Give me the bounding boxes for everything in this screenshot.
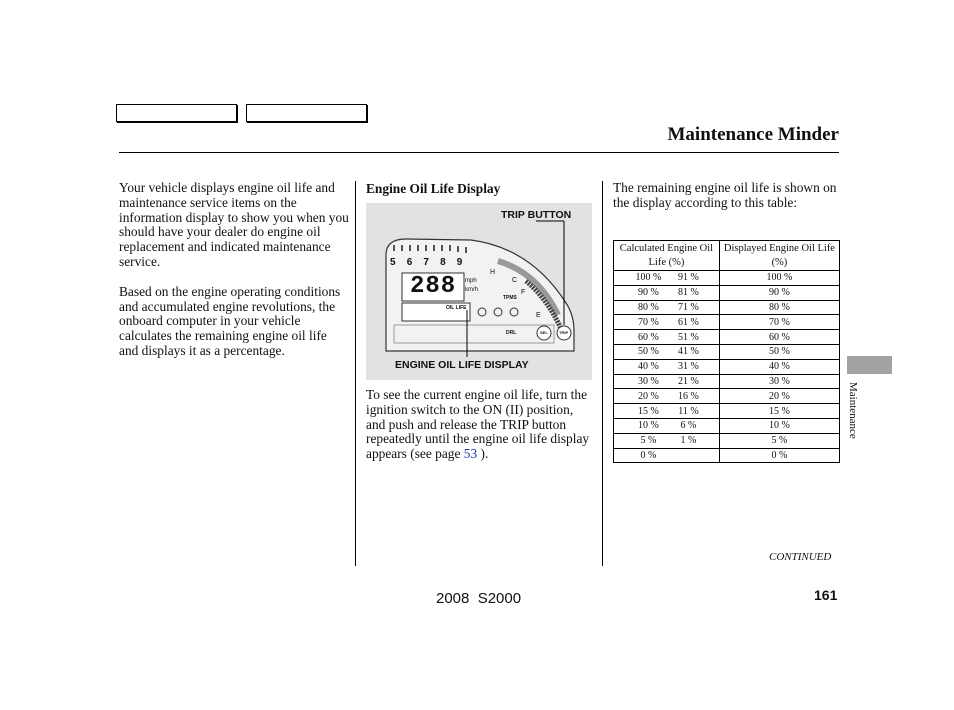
displayed-cell: 30 % [719,374,839,389]
table-row [614,448,840,463]
page-number: 161 [814,587,838,603]
section-heading: Engine Oil Life Display [366,181,501,196]
table-row [614,359,840,374]
calculated-cell [614,300,720,315]
displayed-cell: 15 % [719,404,839,419]
tach-9: 9 [456,257,463,268]
calculated-lower: 16 % [678,390,699,402]
table-row [614,271,840,286]
oil-life-display-label: ENGINE OIL LIFE DISPLAY [395,359,529,371]
left-column [119,181,349,359]
calculated-cell [614,448,720,463]
trip-button-label: TRIP BUTTON [501,209,572,221]
calculated-cell [614,359,720,374]
calculated-lower: 81 % [678,287,699,299]
calculated-cell [614,418,720,433]
calculated-upper: 20 % [638,390,659,402]
calculated-lower: 6 % [680,420,697,432]
procedure-text: To see the current engine oil life, turn the ignition switch to the ON (II) position, and push and release the TRIP button repeatedly until the engine oil life display appears (see page [366,387,590,462]
calculated-upper: 15 % [638,405,659,417]
calculated-cell [614,285,720,300]
sel-button: SEL [540,330,548,335]
displayed-cell: 20 % [719,389,839,404]
title-divider [119,152,839,153]
calculated-cell [614,404,720,419]
digital-speed-readout: 288 [410,273,457,300]
tach-6: 6 [406,257,413,268]
nav-tab-1[interactable] [116,104,237,122]
calculated-upper: 70 % [638,316,659,328]
table-row [614,418,840,433]
calculated-upper: 10 % [638,420,659,432]
displayed-cell: 80 % [719,300,839,315]
drl-indicator: DRL [506,330,517,336]
table-row [614,389,840,404]
calculated-cell [614,315,720,330]
footer-model: 2008 S2000 [436,590,522,607]
tach-numbers [390,257,462,268]
calculated-cell [614,433,720,448]
table-row [614,404,840,419]
page-reference-link[interactable]: 53 [463,446,478,462]
calculated-upper: 50 % [638,346,659,358]
table-row [614,300,840,315]
table-row [614,330,840,345]
calculated-lower: 41 % [678,346,699,358]
calculated-lower: 61 % [678,316,699,328]
table-intro: The remaining engine oil life is shown on the display according to this table: [613,180,837,210]
calculated-upper: 0 % [640,449,657,461]
calculated-lower: 11 % [678,405,699,417]
calculated-upper: 80 % [638,301,659,313]
displayed-cell: 60 % [719,330,839,345]
column-divider-2 [602,181,603,566]
calculated-upper: 30 % [638,375,659,387]
header-displayed: Displayed Engine Oil Life (%) [719,241,839,271]
fuel-full-label: F [521,289,526,296]
calculated-cell [614,344,720,359]
calculated-cell [614,389,720,404]
displayed-cell: 70 % [719,315,839,330]
calculated-lower: 71 % [678,301,699,313]
tach-7: 7 [423,257,429,268]
temp-high-label: H [490,269,496,276]
calculated-lower: 31 % [678,361,699,373]
tach-5: 5 [390,257,396,268]
table-row [614,433,840,448]
table-row [614,374,840,389]
temp-cold-label: C [512,277,518,284]
table-header-row [614,241,840,271]
table-row [614,344,840,359]
calculated-upper: 60 % [638,331,659,343]
displayed-cell: 100 % [719,271,839,286]
displayed-cell: 50 % [719,344,839,359]
instrument-panel-figure [366,203,592,380]
tpms-indicator: TPMS [503,295,517,301]
calculated-upper: 40 % [638,361,659,373]
nav-tab-2[interactable] [246,104,367,122]
table-row [614,315,840,330]
fuel-empty-label: E [536,312,541,319]
displayed-cell: 90 % [719,285,839,300]
calculated-cell [614,374,720,389]
page-title: Maintenance Minder [667,124,839,145]
section-tab-label: Maintenance [847,382,859,439]
displayed-cell: 40 % [719,359,839,374]
column-divider-1 [355,181,356,566]
calculated-lower: 1 % [680,435,697,447]
table-row [614,285,840,300]
calculated-lower: 51 % [678,331,699,343]
oil-life-mini-label: OIL LIFE [446,305,467,311]
procedure-text-end: ). [480,446,489,462]
header-calculated: Calculated Engine Oil Life (%) [614,241,720,271]
trip-button: TRIP [559,330,569,335]
speed-unit: mph [465,278,477,284]
calculated-lower: 21 % [678,375,699,387]
calculated-cell [614,330,720,345]
calculated-lower: 91 % [678,272,699,284]
displayed-cell: 10 % [719,418,839,433]
intro-paragraph: Your vehicle displays engine oil life and maintenance service items on the information display to show you when you should have your dealer do engine oil replacement and indicated maintenance service. [119,180,349,269]
calculated-upper: 5 % [640,435,657,447]
calculated-upper: 90 % [638,287,659,299]
speed-unit-metric: km/h [465,287,479,293]
calculated-cell [614,271,720,286]
section-tab-marker [847,356,892,374]
continued-note: CONTINUED [769,551,832,563]
oil-life-table [613,240,840,463]
calculation-paragraph: Based on the engine operating conditions and accumulated engine revolutions, the onboard computer in your vehicle calculates the remaining engine oil life and displays it as a percentage. [119,283,341,358]
tach-8: 8 [440,257,446,268]
calculated-upper: 100 % [635,272,662,284]
displayed-cell: 0 % [719,448,839,463]
displayed-cell: 5 % [719,433,839,448]
instrument-cluster-drawing [366,203,592,380]
procedure-paragraph [366,388,592,462]
